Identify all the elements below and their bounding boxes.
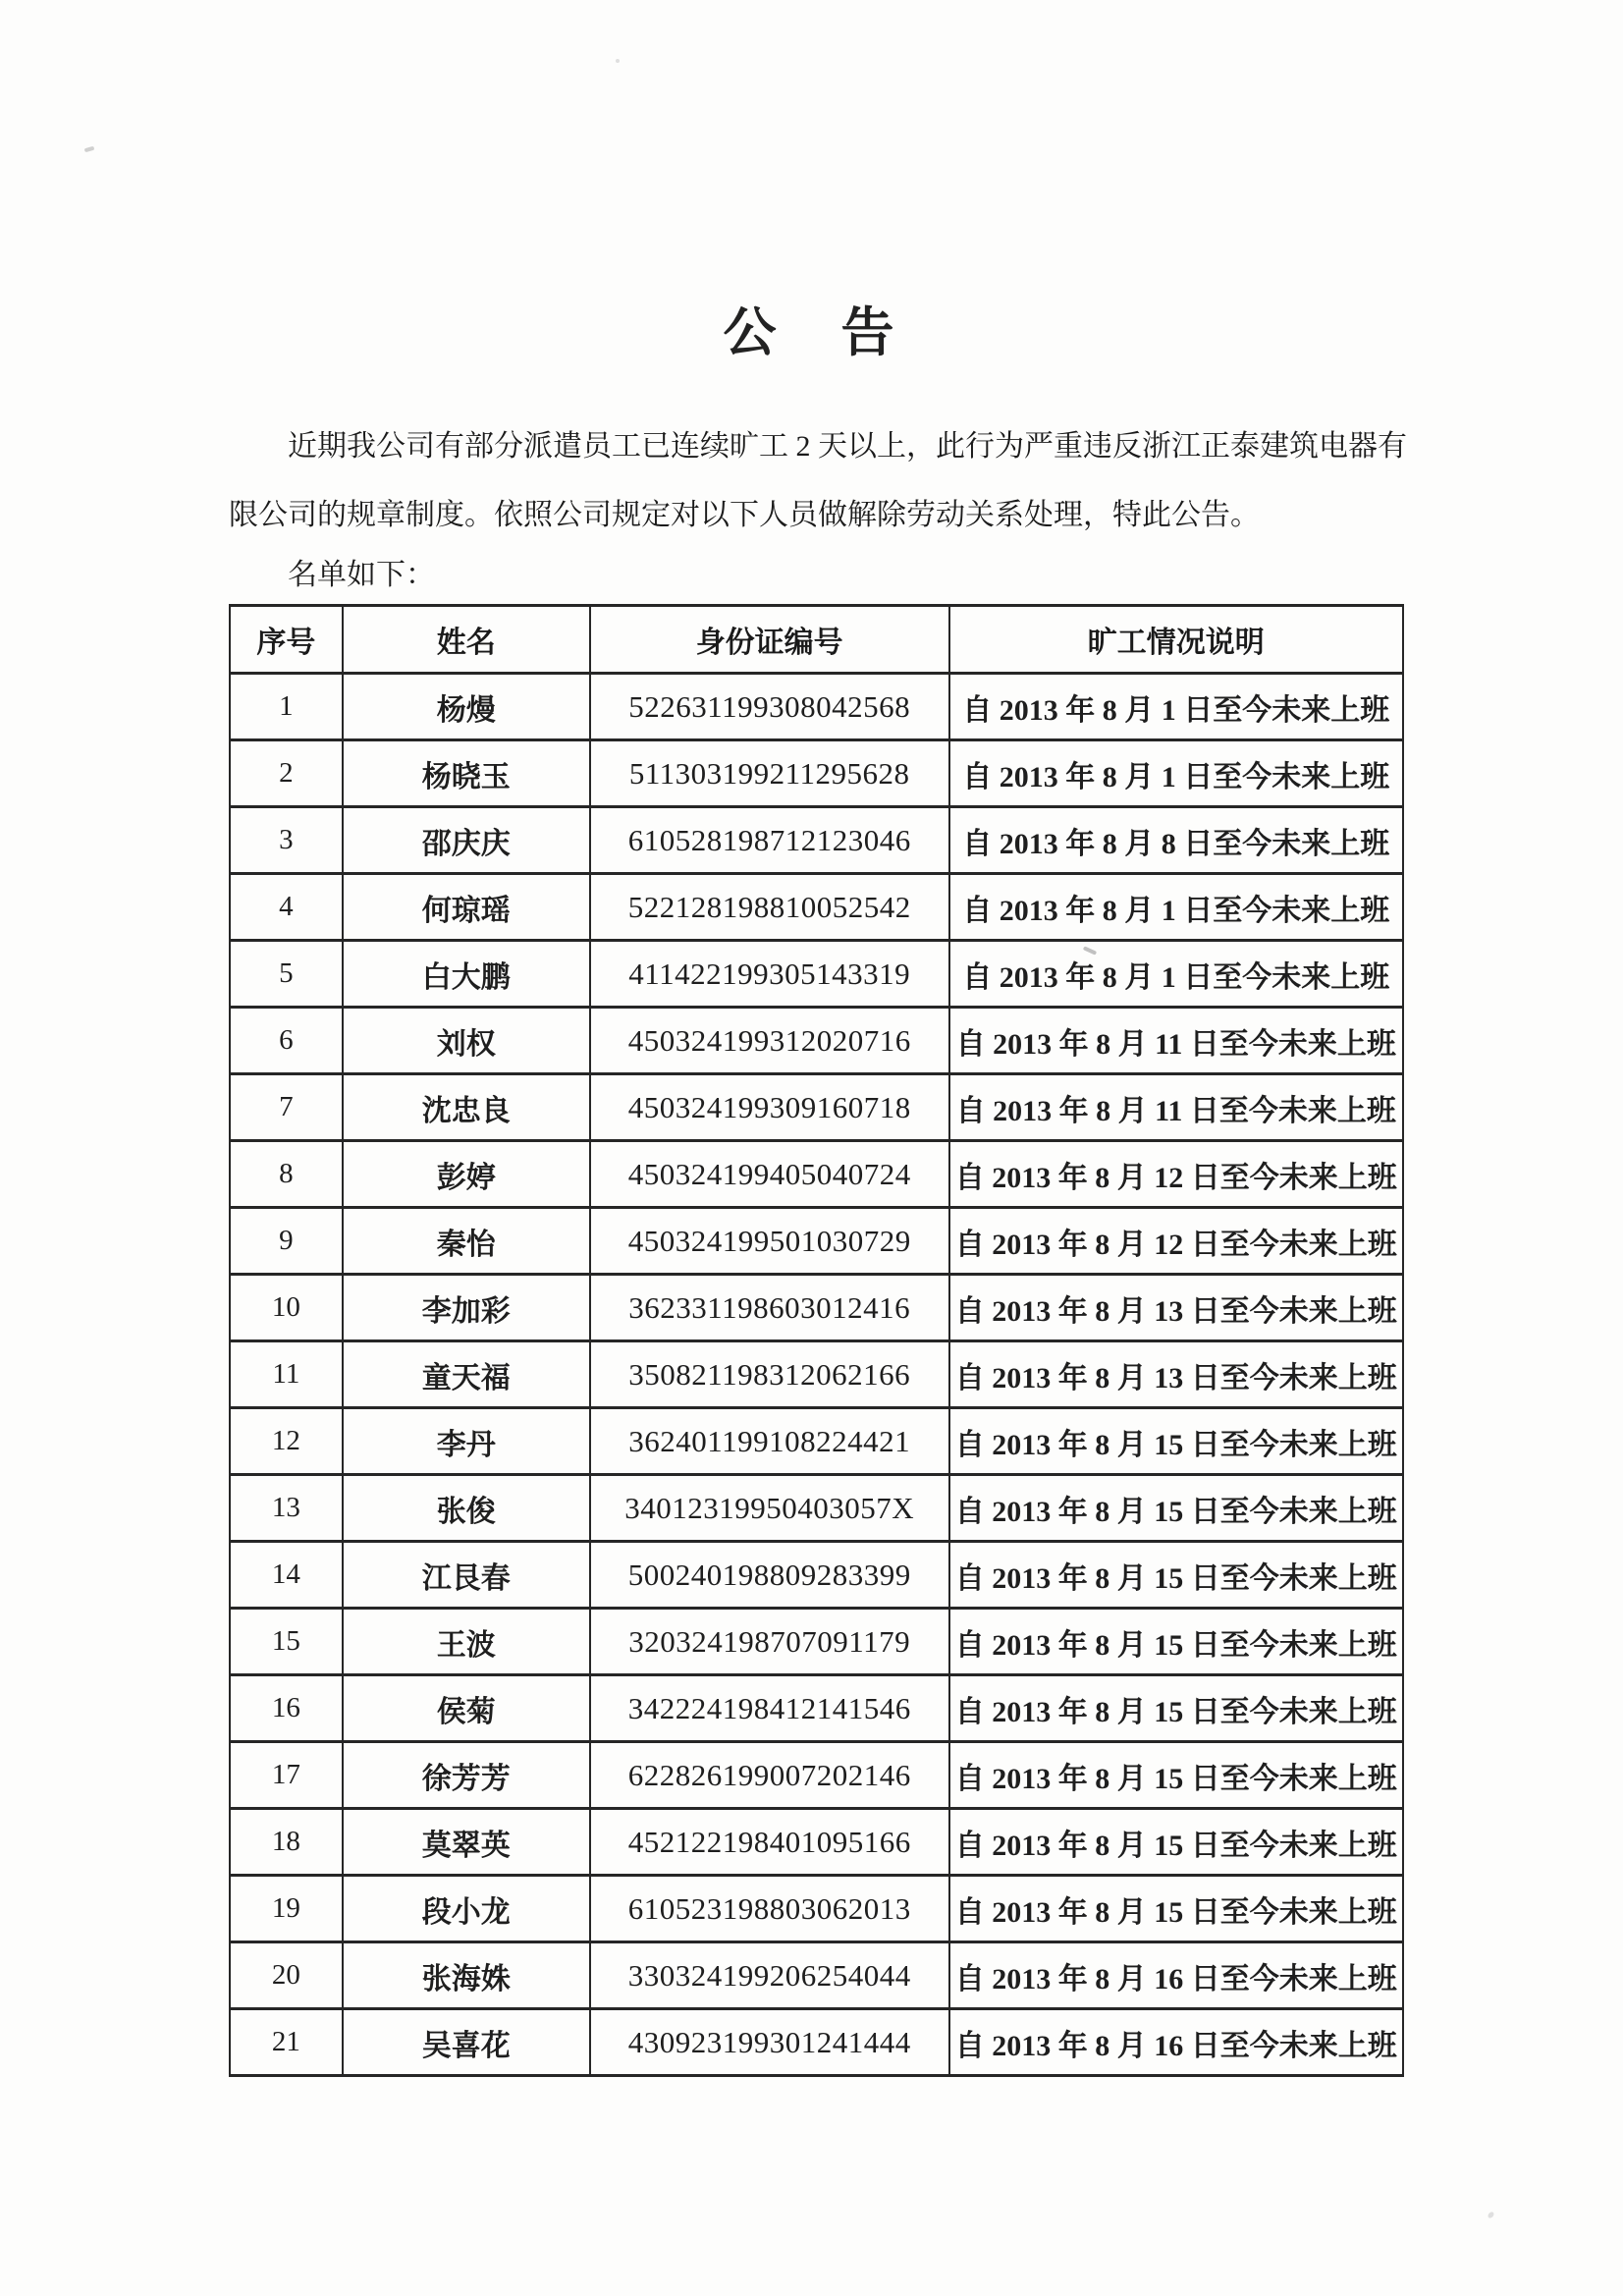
id-number-cell: 522128198810052542 bbox=[590, 874, 949, 941]
table-row bbox=[230, 1208, 1403, 1275]
table-row bbox=[230, 1542, 1403, 1609]
employee-name-cell: 侯菊 bbox=[343, 1675, 590, 1742]
id-number-cell: 342224198412141546 bbox=[590, 1675, 949, 1742]
row-index-cell: 14 bbox=[230, 1542, 343, 1609]
table-row bbox=[230, 1408, 1403, 1475]
id-number-cell: 450324199501030729 bbox=[590, 1208, 949, 1275]
header-name: 姓名 bbox=[343, 606, 590, 674]
row-index-cell: 10 bbox=[230, 1275, 343, 1341]
table-row bbox=[230, 1876, 1403, 1942]
absence-status-cell: 自 2013 年 8 月 12 日至今未来上班 bbox=[949, 1141, 1403, 1208]
id-number-cell: 452122198401095166 bbox=[590, 1809, 949, 1876]
table-row bbox=[230, 807, 1403, 874]
notice-paragraph bbox=[229, 412, 1407, 550]
id-number-cell: 362401199108224421 bbox=[590, 1408, 949, 1475]
list-intro-label: 名单如下： bbox=[288, 559, 435, 591]
row-index-cell: 9 bbox=[230, 1208, 343, 1275]
row-index-cell: 12 bbox=[230, 1408, 343, 1475]
employee-name-cell: 吴喜花 bbox=[343, 2009, 590, 2076]
scan-speck bbox=[84, 146, 95, 152]
employee-name-cell: 王波 bbox=[343, 1609, 590, 1675]
absence-status-cell: 自 2013 年 8 月 15 日至今未来上班 bbox=[949, 1408, 1403, 1475]
employee-name-cell: 杨熳 bbox=[343, 674, 590, 740]
id-number-cell: 430923199301241444 bbox=[590, 2009, 949, 2076]
scan-speck bbox=[1487, 2211, 1494, 2219]
row-index-cell: 5 bbox=[230, 941, 343, 1008]
employee-name-cell: 张海姝 bbox=[343, 1942, 590, 2009]
id-number-cell: 450324199309160718 bbox=[590, 1074, 949, 1141]
row-index-cell: 17 bbox=[230, 1742, 343, 1809]
absence-status-cell: 自 2013 年 8 月 12 日至今未来上班 bbox=[949, 1208, 1403, 1275]
absence-status-cell: 自 2013 年 8 月 11 日至今未来上班 bbox=[949, 1074, 1403, 1141]
absence-status-cell: 自 2013 年 8 月 15 日至今未来上班 bbox=[949, 1675, 1403, 1742]
absence-status-cell: 自 2013 年 8 月 13 日至今未来上班 bbox=[949, 1341, 1403, 1408]
id-number-cell: 522631199308042568 bbox=[590, 674, 949, 740]
row-index-cell: 3 bbox=[230, 807, 343, 874]
id-number-cell: 511303199211295628 bbox=[590, 740, 949, 807]
absence-status-cell: 自 2013 年 8 月 1 日至今未来上班 bbox=[949, 674, 1403, 740]
absence-status-cell: 自 2013 年 8 月 15 日至今未来上班 bbox=[949, 1742, 1403, 1809]
absence-status-cell: 自 2013 年 8 月 16 日至今未来上班 bbox=[949, 2009, 1403, 2076]
notice-title: 公 告 bbox=[723, 303, 900, 362]
row-index-cell: 18 bbox=[230, 1809, 343, 1876]
employee-name-cell: 邵庆庆 bbox=[343, 807, 590, 874]
employee-name-cell: 何琼瑶 bbox=[343, 874, 590, 941]
id-number-cell: 330324199206254044 bbox=[590, 1942, 949, 2009]
absence-status-cell: 自 2013 年 8 月 16 日至今未来上班 bbox=[949, 1942, 1403, 2009]
row-index-cell: 6 bbox=[230, 1008, 343, 1074]
employee-name-cell: 彭婷 bbox=[343, 1141, 590, 1208]
row-index-cell: 2 bbox=[230, 740, 343, 807]
table-row bbox=[230, 1809, 1403, 1876]
absence-status-cell: 自 2013 年 8 月 15 日至今未来上班 bbox=[949, 1475, 1403, 1542]
table-row bbox=[230, 1141, 1403, 1208]
notice-paragraph-line-1: 近期我公司有部分派遣员工已连续旷工 2 天以上，此行为严重违反浙江正泰建筑电器有 bbox=[288, 430, 1407, 463]
absence-status-cell: 自 2013 年 8 月 11 日至今未来上班 bbox=[949, 1008, 1403, 1074]
id-number-cell: 411422199305143319 bbox=[590, 941, 949, 1008]
id-number-cell: 34012319950403057X bbox=[590, 1475, 949, 1542]
row-index-cell: 4 bbox=[230, 874, 343, 941]
scan-speck bbox=[616, 59, 620, 63]
absence-status-cell: 自 2013 年 8 月 1 日至今未来上班 bbox=[949, 740, 1403, 807]
table-row bbox=[230, 1275, 1403, 1341]
table-header-row bbox=[230, 606, 1403, 674]
employee-name-cell: 白大鹏 bbox=[343, 941, 590, 1008]
id-number-cell: 610523198803062013 bbox=[590, 1876, 949, 1942]
absence-status-cell: 自 2013 年 8 月 8 日至今未来上班 bbox=[949, 807, 1403, 874]
id-number-cell: 350821198312062166 bbox=[590, 1341, 949, 1408]
row-index-cell: 15 bbox=[230, 1609, 343, 1675]
row-index-cell: 8 bbox=[230, 1141, 343, 1208]
table-row bbox=[230, 1341, 1403, 1408]
table-row bbox=[230, 1609, 1403, 1675]
table-row bbox=[230, 1475, 1403, 1542]
id-number-cell: 320324198707091179 bbox=[590, 1609, 949, 1675]
header-id-number: 身份证编号 bbox=[590, 606, 949, 674]
id-number-cell: 450324199405040724 bbox=[590, 1141, 949, 1208]
table-row bbox=[230, 1942, 1403, 2009]
employee-name-cell: 徐芳芳 bbox=[343, 1742, 590, 1809]
row-index-cell: 20 bbox=[230, 1942, 343, 2009]
table-row bbox=[230, 2009, 1403, 2076]
table-row bbox=[230, 1008, 1403, 1074]
employee-name-cell: 李加彩 bbox=[343, 1275, 590, 1341]
table-row bbox=[230, 740, 1403, 807]
header-index: 序号 bbox=[230, 606, 343, 674]
employee-name-cell: 江艮春 bbox=[343, 1542, 590, 1609]
absence-status-cell: 自 2013 年 8 月 15 日至今未来上班 bbox=[949, 1876, 1403, 1942]
employee-name-cell: 刘权 bbox=[343, 1008, 590, 1074]
dismissal-roster-table bbox=[229, 604, 1404, 2077]
row-index-cell: 11 bbox=[230, 1341, 343, 1408]
table-row bbox=[230, 874, 1403, 941]
employee-name-cell: 沈忠良 bbox=[343, 1074, 590, 1141]
employee-name-cell: 李丹 bbox=[343, 1408, 590, 1475]
id-number-cell: 450324199312020716 bbox=[590, 1008, 949, 1074]
table-row bbox=[230, 941, 1403, 1008]
table-row bbox=[230, 674, 1403, 740]
table-row bbox=[230, 1742, 1403, 1809]
row-index-cell: 21 bbox=[230, 2009, 343, 2076]
header-absence: 旷工情况说明 bbox=[949, 606, 1403, 674]
employee-name-cell: 秦怡 bbox=[343, 1208, 590, 1275]
row-index-cell: 1 bbox=[230, 674, 343, 740]
row-index-cell: 19 bbox=[230, 1876, 343, 1942]
absence-status-cell: 自 2013 年 8 月 1 日至今未来上班 bbox=[949, 874, 1403, 941]
table-row bbox=[230, 1074, 1403, 1141]
row-index-cell: 16 bbox=[230, 1675, 343, 1742]
employee-name-cell: 段小龙 bbox=[343, 1876, 590, 1942]
absence-status-cell: 自 2013 年 8 月 15 日至今未来上班 bbox=[949, 1542, 1403, 1609]
employee-name-cell: 杨晓玉 bbox=[343, 740, 590, 807]
employee-name-cell: 张俊 bbox=[343, 1475, 590, 1542]
absence-status-cell: 自 2013 年 8 月 15 日至今未来上班 bbox=[949, 1609, 1403, 1675]
absence-status-cell: 自 2013 年 8 月 13 日至今未来上班 bbox=[949, 1275, 1403, 1341]
id-number-cell: 362331198603012416 bbox=[590, 1275, 949, 1341]
employee-name-cell: 莫翠英 bbox=[343, 1809, 590, 1876]
absence-status-cell: 自 2013 年 8 月 1 日至今未来上班 bbox=[949, 941, 1403, 1008]
id-number-cell: 610528198712123046 bbox=[590, 807, 949, 874]
employee-name-cell: 童天福 bbox=[343, 1341, 590, 1408]
absence-status-cell: 自 2013 年 8 月 15 日至今未来上班 bbox=[949, 1809, 1403, 1876]
table-row bbox=[230, 1675, 1403, 1742]
id-number-cell: 622826199007202146 bbox=[590, 1742, 949, 1809]
id-number-cell: 500240198809283399 bbox=[590, 1542, 949, 1609]
row-index-cell: 7 bbox=[230, 1074, 343, 1141]
row-index-cell: 13 bbox=[230, 1475, 343, 1542]
notice-paragraph-line-2: 限公司的规章制度。依照公司规定对以下人员做解除劳动关系处理，特此公告。 bbox=[229, 499, 1260, 531]
